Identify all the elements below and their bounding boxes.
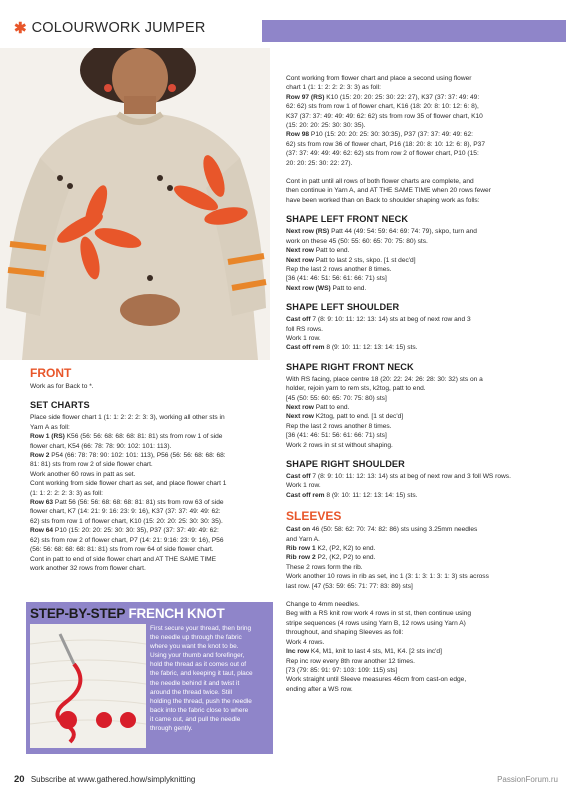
step-line: the needle behind it and twist it [150,679,240,687]
text-line: and Yarn A. [286,535,320,543]
text-line: Change to 4mm needles. [286,601,360,609]
text-line: (15: 20: 20: 25: 30: 30: 35). [286,122,366,130]
text-line: (56: 56: 68: 68: 68: 81: 81) sts from row 64 of side flower chart. [30,546,214,554]
text-line: [36 (41: 46: 51: 56: 61: 66: 71) sts] [286,275,387,283]
text-line: chart 1 (1: 1: 2: 2: 2: 3: 3) as foll: [286,84,381,92]
text-line: 81: 81) sts from row 2 of side flower chart. [30,461,153,469]
front-intro: Work as for Back to *. [30,383,94,390]
text-line: holder, rejoin yarn to rem sts, k2tog, patt to end. [286,385,426,393]
left-column [30,366,270,573]
text-line: Cont working from side flower chart as set, and place flower chart 1 [30,480,227,488]
text-line: Place side flower chart 1 (1: 1: 2: 2: 2: 3: 3), working all other sts in [30,414,225,422]
text-line: last row. [47 (53: 59: 65: 71: 77: 83: 89) sts] [286,582,413,590]
right-neck-heading: SHAPE RIGHT FRONT NECK [286,361,414,372]
step-line: it came out, and pull the needle [150,715,241,723]
text-line: Cast off rem 8 (9: 10: 11: 12: 13: 14: 15) sts. [286,491,418,499]
text-line: These 2 rows form the rib. [286,563,363,571]
step-line: the needle up through the fabric [150,634,242,642]
step-line: through gently. [150,725,193,733]
text-line: 62: 62) sts from row 1 of flower chart, K16 (18: 20: 8: 10: 12: 6: 8), [286,103,479,111]
step-title [30,606,225,621]
text-line: have been worked than on Back to shoulder shaping work as folls: [286,196,480,204]
jumper-illustration [0,48,270,360]
text-line: 62) sts from row 36 of flower chart, P16 (18: 20: 8: 10: 12: 6: 8), P37 [286,140,486,148]
header-color-bar [262,20,566,42]
step-line: back into the fabric close to where [150,706,249,714]
front-heading: FRONT [30,366,72,380]
text-line: Row 2 P54 (66: 78: 78: 90: 102: 101: 113), P56 (56: 56: 68: 68: 68: [30,452,226,460]
text-line: Next row (RS) Patt 44 (49: 54: 59: 64: 69: 74: 79), skpo, turn and [286,228,477,236]
text-line: Cont in patt to end of side flower chart and AT THE SAME TIME [30,555,217,563]
text-line: Rep the last 2 rows another 8 times. [286,265,392,273]
text-line: Cast off 7 (8: 9: 10: 11: 12: 13: 14) sts at beg of next row and 3 foll WS rows. [286,473,511,480]
text-line: [73 (79: 85: 91: 97: 103: 109: 115) sts] [286,666,398,674]
text-line: Cont working from flower chart and place a second using flower [286,75,472,82]
section-header [14,20,206,36]
right-column [286,74,560,694]
text-line: With RS facing, place centre 18 (20: 22: 24: 26: 28: 30: 32) sts on a [286,375,483,383]
step-title-sub: FRENCH KNOT [128,606,225,621]
text-line: stripe sequences (4 rows using Yarn B, 12 rows using Yarn A) [286,619,466,627]
subscribe-link[interactable]: Subscribe at www.gathered.how/simplyknitting [30,775,196,784]
text-line: Inc row K4, M1, knit to last 4 sts, M1, K4. [2 sts inc'd] [286,648,442,656]
text-line: Beg with a RS knit row work 4 rows in st st, then continue using [286,610,472,618]
page-footer [14,774,195,785]
page-number: 20 [14,774,25,785]
text-line: Next row K2tog, patt to end. [1 st dec'd] [286,413,404,421]
text-line: work on these 45 (50: 55: 60: 65: 70: 75: 80) sts. [286,237,428,245]
text-line: Row 63 Patt 56 (56: 56: 68: 68: 68: 81: 81) sts from row 63 of side [30,499,224,507]
text-line: Rep inc row every 8th row another 12 times. [286,657,416,665]
text-line: (1: 1: 2: 2: 2: 3: 3) as foll: [30,489,103,497]
text-line: Next row Patt to end. [286,247,350,255]
left-shoulder-heading: SHAPE LEFT SHOULDER [286,302,400,313]
text-line: Rep the last 2 rows another 8 times. [286,422,392,430]
step-line: hold the thread as it comes out of [150,661,247,669]
text-line: Work straight until Sleeve measures 46cm from cast-on edge, [286,676,467,684]
model-photo [0,48,270,360]
text-line: then continue in Yarn A, and AT THE SAME TIME when 20 rows fewer [286,187,491,195]
french-knot-illustration [30,624,146,748]
text-line: foll RS rows. [286,325,324,333]
text-line: flower chart, K7 (14: 21: 9: 16: 23: 9: 16), K37 (37: 37: 49: 49: 62: [30,508,221,516]
step-line: the fabric, and keeping it taut, place [150,670,253,678]
left-neck-heading: SHAPE LEFT FRONT NECK [286,214,409,225]
text-line: flower chart, K54 (66: 78: 78: 90: 102: 101: 113). [30,442,172,450]
text-line: Cast on 46 (50: 58: 62: 70: 74: 82: 86) sts using 3.25mm needles [286,526,478,534]
text-line: Work 2 rows in st st without shaping. [286,441,393,449]
text-line: throughout, and shaping Sleeves as foll: [286,629,404,637]
text-line: Row 97 (RS) K10 (15: 20: 20: 25: 30: 22: 27), K37 (37: 37: 49: 49: [286,93,480,101]
text-line: Cast off 7 (8: 9: 10: 11: 12: 13: 14) sts at beg of next row and 3 [286,316,471,324]
step-line: Using your thumb and forefinger, [150,652,245,660]
text-line: Next row Patt to end. [286,403,350,411]
text-line: Row 98 P10 (15: 20: 20: 25: 30: 30:35), P37 (37: 37: 49: 49: 62: [286,131,473,139]
watermark: PassionForum.ru [497,775,558,784]
step-line: around the thread twice. Still [150,688,233,696]
text-line: Rib row 1 K2, (P2, K2) to end. [286,545,376,553]
text-line: Work 1 row. [286,482,321,490]
text-line: ending after a WS row. [286,685,353,693]
text-line: Next row (WS) Patt to end. [286,284,367,292]
text-line: work another 32 rows from flower chart. [30,564,146,572]
step-instructions [150,624,271,733]
text-line: Rib row 2 P2, (K2, P2) to end. [286,554,376,562]
step-line: holding the thread, push the needle [150,697,252,705]
text-line: Row 64 P10 (15: 20: 20: 25: 30: 30: 35), P37 (37: 37: 49: 49: 62: [30,527,219,535]
text-line: K37 (37: 37: 49: 49: 49: 62: 62) sts from row 35 of flower chart, K10 [286,112,483,120]
step-line: where you want the knot to be. [150,643,239,651]
text-line: 20: 20: 25: 30: 22: 27). [286,159,353,167]
text-line: [45 (50: 55: 60: 65: 70: 75: 80) sts] [286,394,387,402]
text-line: 62) sts from row 1 of flower chart, K10 (15: 20: 20: 25: 30: 30: 35). [30,517,223,525]
text-line: (37: 37: 49: 49: 49: 62: 62) sts from row 2 of flower chart, P10 (15: [286,150,479,158]
step-line: First secure your thread, then bring [150,625,252,632]
text-line: Cont in patt until all rows of both flower charts are complete, and [286,178,474,186]
text-line: Next row Patt to last 2 sts, skpo. [1 st dec'd] [286,256,416,264]
text-line: Work 1 row. [286,334,321,342]
step-title-main: STEP-BY-STEP [30,606,125,621]
right-shoulder-heading: SHAPE RIGHT SHOULDER [286,459,405,469]
asterisk-icon: ✱ [14,19,27,37]
sleeves-heading: SLEEVES [286,509,342,524]
text-line: Row 1 (RS) K56 (56: 56: 68: 68: 68: 81: 81) sts from row 1 of side [30,433,223,441]
page-title: COLOURWORK JUMPER [31,20,206,36]
text-line: Work another 10 rows in rib as set, inc 1 (3: 1: 3: 1: 3: 1: 3) sts across [286,573,489,581]
text-line: Work another 60 rows in patt as set. [30,470,136,478]
text-line: Yarn A as foll: [30,423,70,431]
set-charts-heading: SET CHARTS [30,400,90,411]
text-line: Cast off rem 8 (9: 10: 11: 12: 13: 14: 15) sts. [286,344,418,352]
text-line: Work 4 rows. [286,638,325,646]
text-line: [36 (41: 46: 51: 56: 61: 66: 71) sts] [286,432,387,440]
text-line: 62) sts from row 2 of flower chart, P7 (14: 21: 9:16: 23: 9: 16), P56 [30,536,224,544]
